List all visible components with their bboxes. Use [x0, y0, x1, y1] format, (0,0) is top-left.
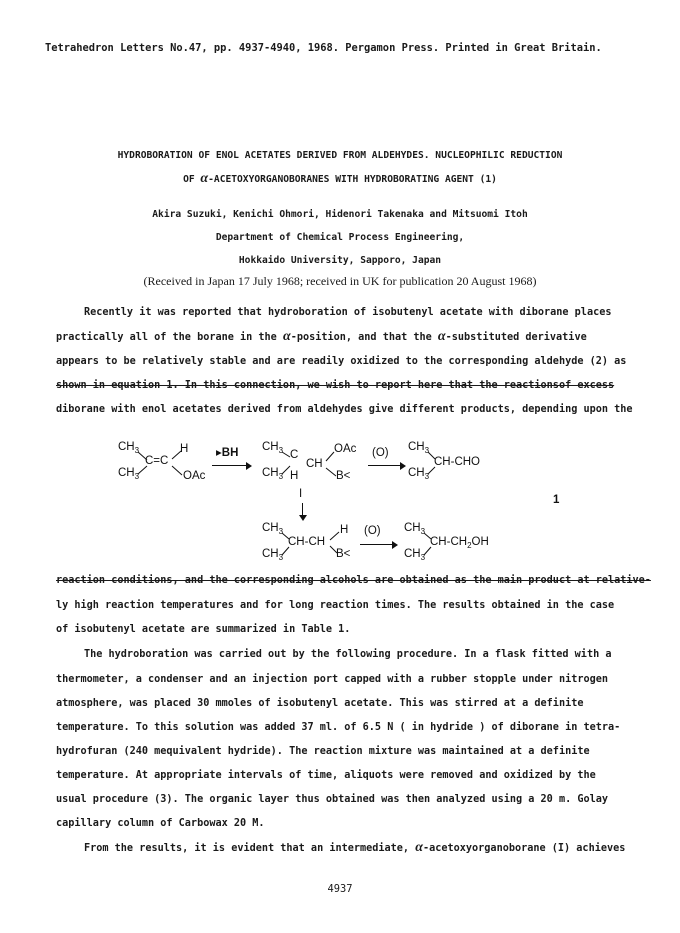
m1-ch3-top: $CH_3$ — [118, 441, 140, 455]
m2-carbon: C — [290, 449, 299, 461]
m5-ch3-bottom: $CH_3$ — [404, 548, 426, 562]
para4-l1-b: -acetoxyorganoborane (I) achieves — [422, 843, 626, 854]
alpha-symbol: α — [415, 840, 423, 855]
para2-line-2: ly high reaction temperatures and for long reaction times. The results obtained in the case — [56, 600, 615, 611]
affiliation-university: Hokkaido University, Sapporo, Japan — [238, 255, 442, 266]
m2-h: H — [290, 470, 299, 482]
reagent-oxidation-1: (O) — [372, 447, 389, 459]
m5-ch3-top: $CH_3$ — [404, 522, 426, 536]
m2-ch: CH — [306, 458, 323, 470]
para3-line-1: The hydroboration was carried out by the following procedure. In a flask fitted with a — [84, 649, 612, 660]
title-rest: -ACETOXYORGANOBORANES WITH HYDROBORATING AGENT (1) — [208, 174, 497, 185]
m2-boron: B< — [336, 470, 351, 482]
para3-line-2: thermometer, a condenser and an injection port capped with a rubber stopple under nitrogen — [56, 674, 609, 685]
m5-alcohol: $CH-CH_2OH$ — [430, 536, 489, 550]
alpha-symbol: α — [282, 329, 291, 344]
alpha-symbol: α — [437, 329, 446, 344]
para3-line-4: temperature. To this solution was added 37 ml. of 6.5 N ( in hydride ) of diborane in tetra- — [56, 722, 621, 733]
para1-l2-a: practically all of the borane in the — [56, 332, 283, 343]
m3-ch3-bottom: $CH_3$ — [408, 467, 430, 481]
intermediate-label: I — [299, 488, 303, 500]
m2-ch3-top: $CH_3$ — [262, 441, 284, 455]
para3-line-8: capillary column of Carbowax 20 M. — [56, 818, 265, 829]
m2-oac: OAc — [334, 443, 357, 455]
m1-oac: OAc — [183, 470, 206, 482]
para1-line-5: diborane with enol acetates derived from aldehydes give different products, depending upon the — [56, 404, 633, 415]
title-prefix: OF — [183, 174, 201, 185]
equation-number: 1 — [553, 494, 560, 506]
affiliation-department: Department of Chemical Process Engineering, — [215, 232, 465, 243]
journal-header: Tetrahedron Letters No.47, pp. 4937-4940, 1968. Pergamon Press. Printed in Great Britain. — [45, 42, 602, 54]
m3-ch3-top: $CH_3$ — [408, 441, 430, 455]
para3-line-3: atmosphere, was placed 30 mmoles of isobutenyl acetate. This was stirred at a definite — [56, 698, 584, 709]
received-dates: (Received in Japan 17 July 1968; received in UK for publication 20 August 1968) — [143, 274, 537, 288]
reagent-oxidation-2: (O) — [364, 525, 381, 537]
para1-line-3: appears to be relatively stable and are readily oxidized to the corresponding aldehyde (2) as — [56, 356, 627, 367]
para1-l2-b: -position, and that the — [290, 332, 438, 343]
para2-line-1: reaction conditions, and the corresponding alcohols are obtained as the main product at relative- — [56, 575, 651, 586]
para3-line-7: usual procedure (3). The organic layer thus obtained was then analyzed using a 20 m. Golay — [56, 794, 609, 805]
m1-ch3-bottom: $CH_3$ — [118, 467, 140, 481]
reagent-bh: ▸BH — [216, 447, 239, 459]
para2-line-3: of isobutenyl acetate are summarized in Table 1. — [56, 624, 351, 635]
authors: Akira Suzuki, Kenichi Ohmori, Hidenori Takenaka and Mitsuomi Itoh — [152, 209, 528, 220]
para4-l1-a: From the results, it is evident that an intermediate, — [84, 843, 416, 854]
para3-line-5: hydrofuran (240 mequivalent hydride). The reaction mixture was maintained at a definite — [56, 746, 590, 757]
m4-h: H — [340, 524, 349, 536]
alpha-symbol: α — [200, 171, 209, 186]
title-line-1: HYDROBORATION OF ENOL ACETATES DERIVED FROM ALDEHYDES. NUCLEOPHILIC REDUCTION — [117, 150, 563, 161]
para1-line-4: shown in equation 1. In this connection, we wish to report here that the reactionsof excess — [56, 380, 615, 391]
m4-ch-ch: CH-CH — [288, 536, 326, 548]
para1-line-1: Recently it was reported that hydroboration of isobutenyl acetate with diborane places — [84, 307, 612, 318]
m4-ch3-bottom: $CH_3$ — [262, 548, 284, 562]
m4-boron: B< — [336, 548, 351, 560]
m1-h: H — [180, 443, 189, 455]
para1-l2-c: -substituted derivative — [445, 332, 587, 343]
m3-aldehyde: CH-CHO — [434, 456, 480, 468]
page-number: 4937 — [327, 883, 353, 895]
para4-line-1 — [84, 841, 625, 856]
para3-line-6: temperature. At appropriate intervals of time, aliquots were removed and oxidized by the — [56, 770, 596, 781]
m2-ch3-bottom: $CH_3$ — [262, 467, 284, 481]
m4-ch3-top: $CH_3$ — [262, 522, 284, 536]
m1-double-bond: C=C — [145, 455, 169, 467]
